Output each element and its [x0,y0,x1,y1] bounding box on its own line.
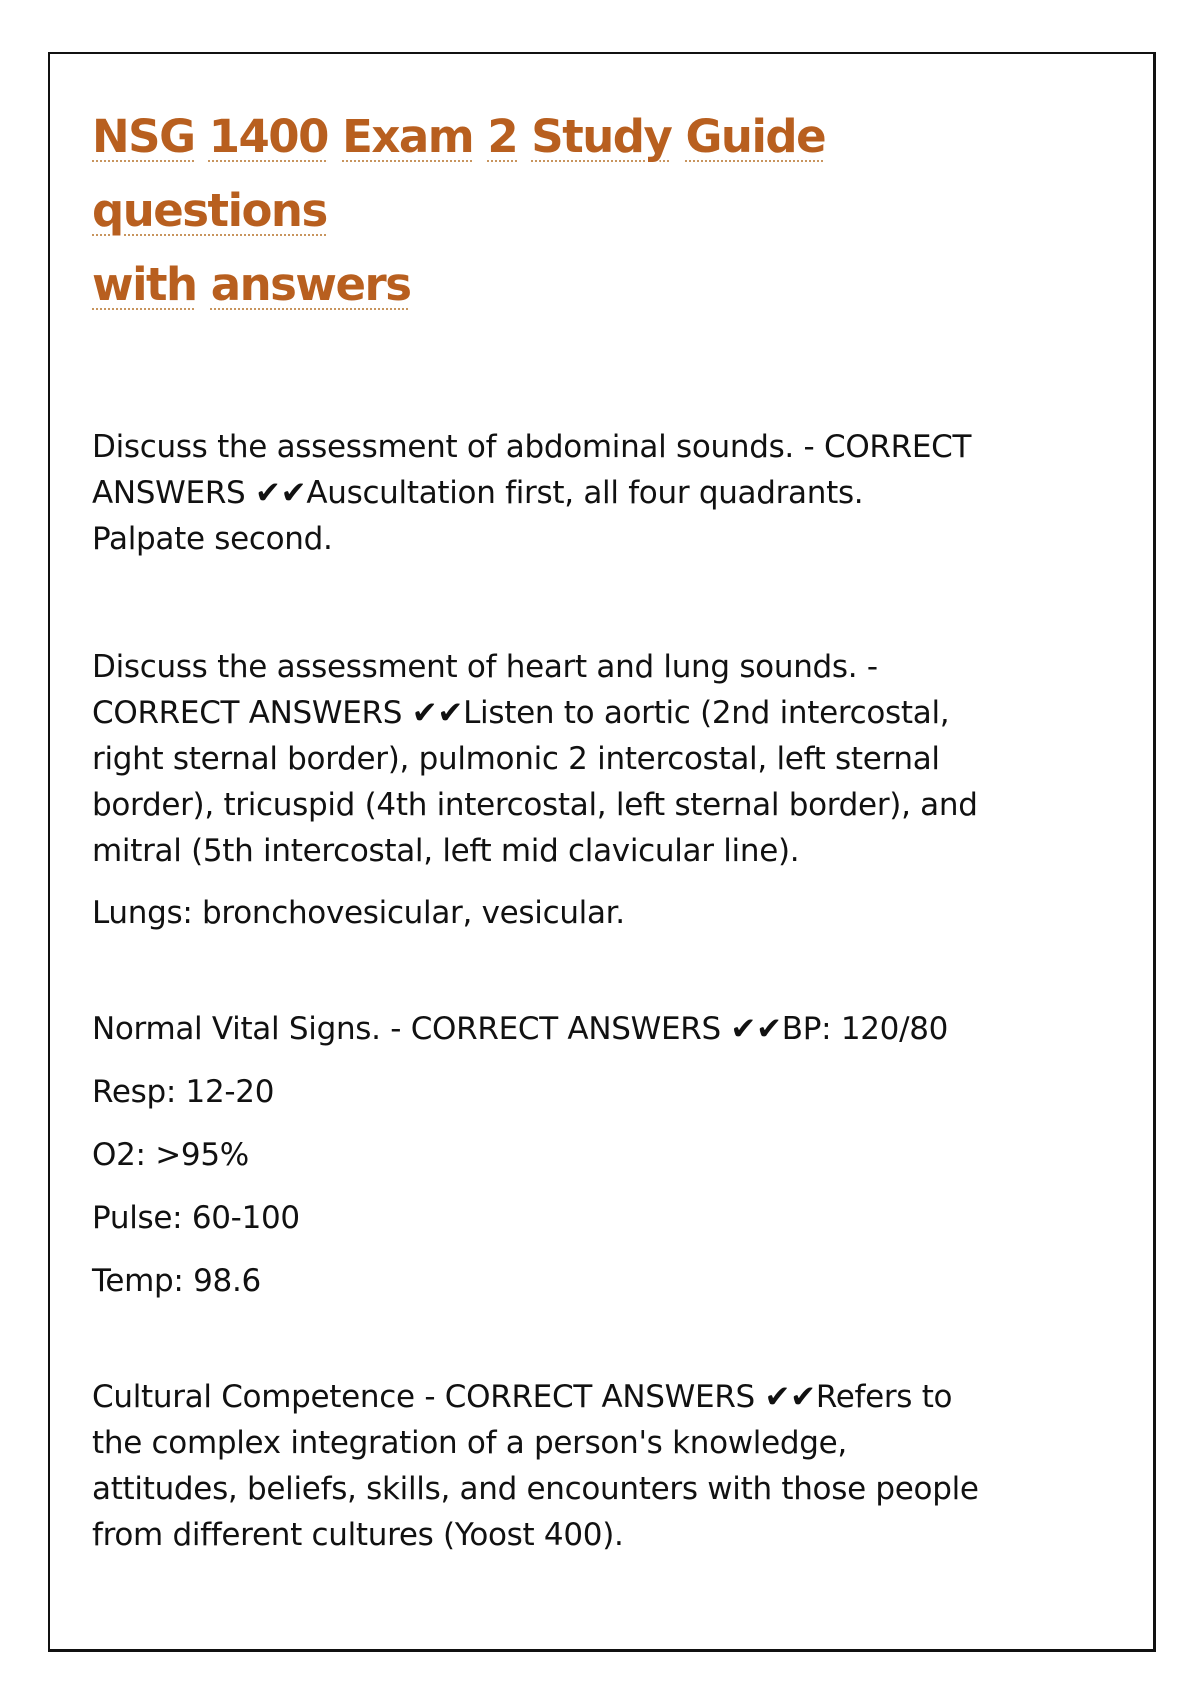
qa-text: Discuss the assessment of heart and lung sounds. - CORRECT ANSWERS ✔✔Listen to aortic (2nd intercostal, right sternal border), pulmonic 2 intercostal, left sternal border), tricuspid (4th intercostal, left sternal border), and mitral (5th intercostal, left mid clavicular line). [92,649,978,869]
qa-extra-line: Lungs: bronchovesicular, vesicular. [92,895,625,931]
title-word: 2 [487,110,518,163]
qa-block-cultural-competence [92,1374,1052,1558]
title-word: questions [92,184,327,237]
qa-extra-line: Pulse: 60-100 [92,1200,300,1236]
qa-text: Normal Vital Signs. - CORRECT ANSWERS ✔✔BP: 120/80 [92,1011,949,1047]
qa-extra-line: Resp: 12-20 [92,1074,275,1110]
qa-block-heart-lung-sounds [92,644,1052,936]
title-word: 1400 [208,110,328,163]
qa-extra-line: O2: >95% [92,1137,249,1173]
document-title [92,100,1052,322]
document-content [92,100,1052,1558]
qa-block-abdominal-sounds [92,424,1052,562]
qa-block-vital-signs [92,1006,1052,1304]
qa-text: Discuss the assessment of abdominal sounds. - CORRECT ANSWERS ✔✔Auscultation first, all four quadrants. Palpate second. [92,429,972,557]
qa-text: Cultural Competence - CORRECT ANSWERS ✔✔Refers to the complex integration of a person's knowledge, attitudes, beliefs, skills, and encounters with those people from different cultures (Yoost 400). [92,1379,979,1553]
title-word: Exam [342,110,474,163]
title-word: Guide [685,110,826,163]
title-word: NSG [92,110,195,163]
title-word: answers [210,258,411,311]
qa-extra-line: Temp: 98.6 [92,1263,261,1299]
title-word: with [92,258,197,311]
title-word: Study [531,110,672,163]
